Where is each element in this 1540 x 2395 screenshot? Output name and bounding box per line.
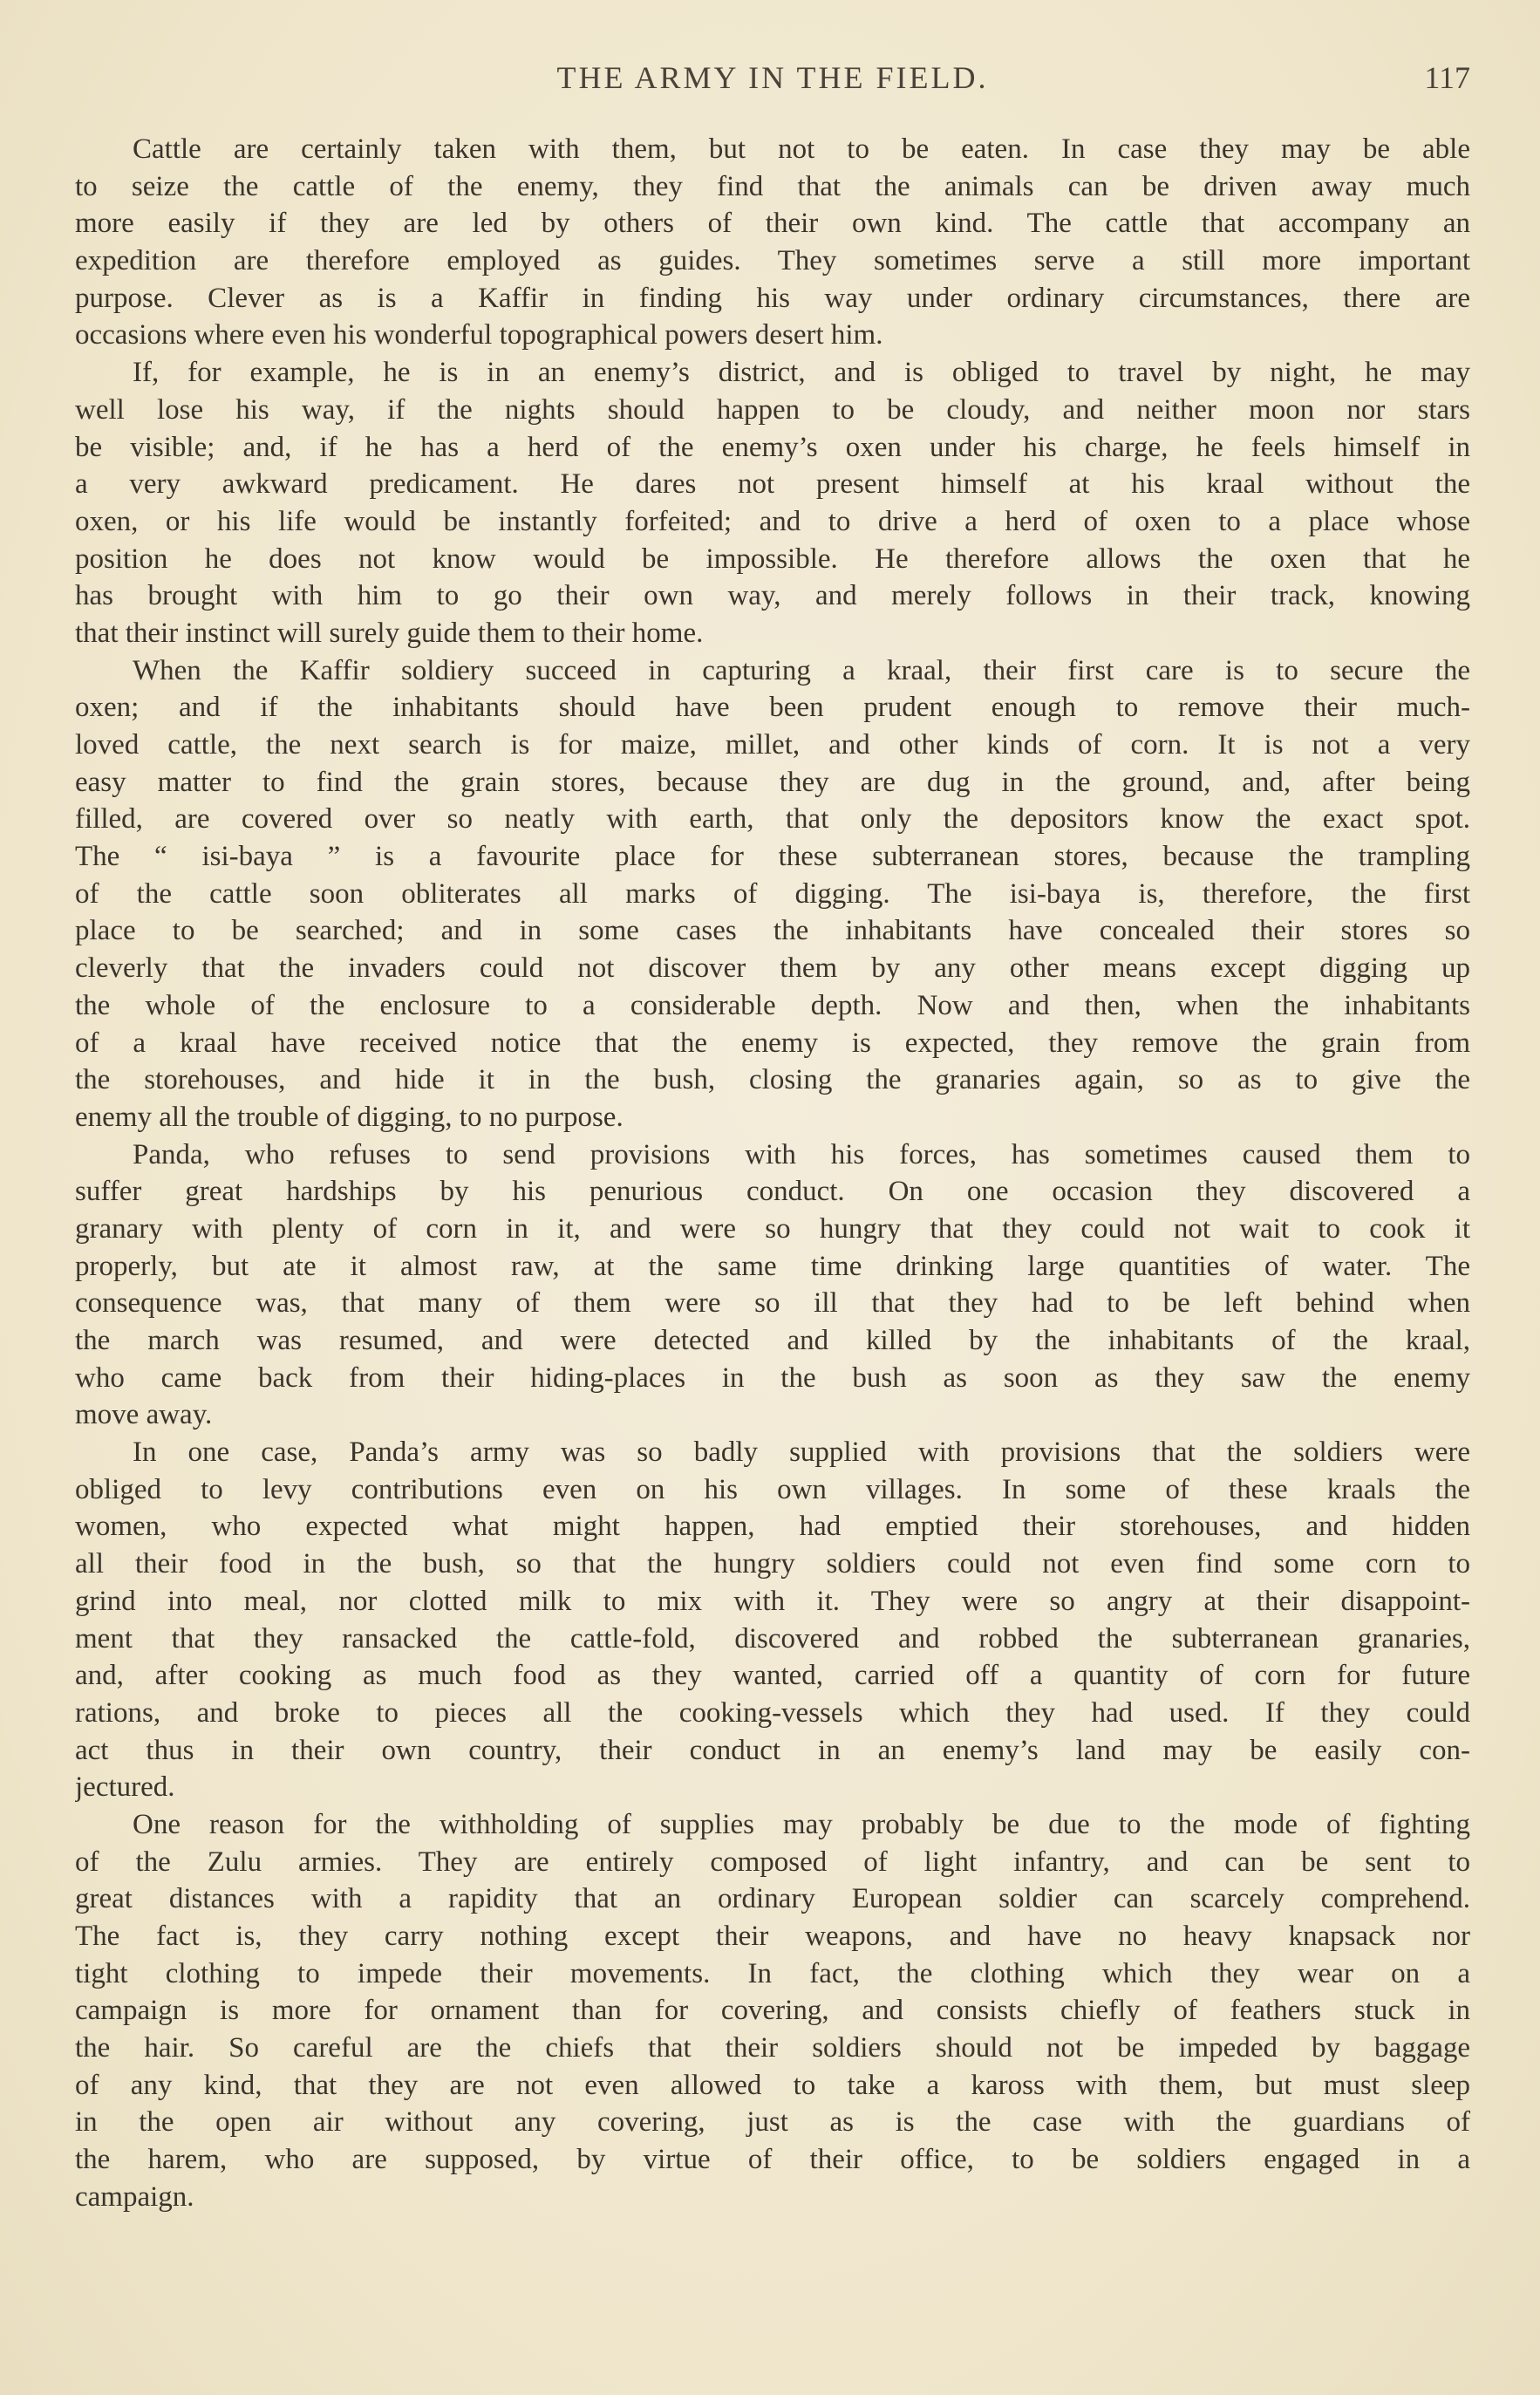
page-number: 117 [1424, 60, 1470, 95]
text-line: jectured. [75, 1771, 175, 1804]
text-line: oxen; and if the inhabitants should have been prudent enough to remove their much- [75, 692, 1470, 724]
text-line: grind into meal, nor clotted milk to mix with it. They were so angry at their disappoint- [75, 1585, 1470, 1617]
text-line: campaign. [75, 2180, 194, 2213]
text-line: Panda, who refuses to send provisions with his forces, has sometimes caused them to [133, 1138, 1470, 1170]
text-line: the hair. So careful are the chiefs that their soldiers should not be impeded by baggage [75, 2032, 1470, 2064]
text-line: women, who expected what might happen, had emptied their storehouses, and hidden [75, 1511, 1470, 1543]
text-line: that their instinct will surely guide them to their home. [75, 617, 704, 649]
text-line: the harem, who are supposed, by virtue of their office, to be soldiers engaged in a [75, 2144, 1470, 2176]
text-line: easy matter to find the grain stores, because they are dug in the ground, and, after being [75, 766, 1470, 798]
text-line: campaign is more for ornament than for covering, and consists chiefly of feathers stuck in [75, 1995, 1470, 2027]
text-line: position he does not know would be impossible. He therefore allows the oxen that he [75, 542, 1470, 575]
text-line: of the cattle soon obliterates all marks of digging. The isi-baya is, therefore, the first [75, 877, 1470, 910]
text-line: of the Zulu armies. They are entirely composed of light infantry, and can be sent to [75, 1846, 1470, 1878]
text-line: expedition are therefore employed as guides. They sometimes serve a still more important [75, 245, 1470, 277]
text-line: In one case, Panda’s army was so badly supplied with provisions that the soldiers were [133, 1436, 1470, 1469]
text-line: all their food in the bush, so that the hungry soldiers could not even find some corn to [75, 1548, 1470, 1580]
text-line: cleverly that the invaders could not discover them by any other means except digging up [75, 952, 1470, 985]
text-line: the storehouses, and hide it in the bush, closing the granaries again, so as to give the [75, 1064, 1470, 1096]
text-line: One reason for the withholding of supplies may probably be due to the mode of fighting [133, 1808, 1470, 1840]
text-line: loved cattle, the next search is for maize, millet, and other kinds of corn. It is not a very [75, 729, 1470, 761]
text-line: purpose. Clever as is a Kaffir in finding his way under ordinary circumstances, there are [75, 282, 1470, 314]
text-line: occasions where even his wonderful topographical powers desert him. [75, 319, 883, 351]
text-line: granary with plenty of corn in it, and were so hungry that they could not wait to cook it [75, 1212, 1470, 1245]
body-text [75, 131, 1470, 2216]
text-line: and, after cooking as much food as they wanted, carried off a quantity of corn for future [75, 1660, 1470, 1692]
running-title: THE ARMY IN THE FIELD. [556, 60, 989, 95]
text-line: The “ isi-baya ” is a favourite place for these subterranean stores, because the trampling [75, 841, 1470, 873]
text-line: the march was resumed, and were detected and killed by the inhabitants of the kraal, [75, 1325, 1470, 1356]
text-line: more easily if they are led by others of their own kind. The cattle that accompany an [75, 208, 1470, 240]
text-line: tight clothing to impede their movements. In fact, the clothing which they wear on a [75, 1957, 1470, 1989]
text-line: suffer great hardships by his penurious conduct. On one occasion they discovered a [75, 1176, 1470, 1208]
text-line: consequence was, that many of them were so ill that they had to be left behind when [75, 1287, 1470, 1320]
text-line: rations, and broke to pieces all the cooking-vessels which they had used. If they could [75, 1696, 1470, 1729]
text-line: who came back from their hiding-places in the bush as soon as they saw the enemy [75, 1361, 1470, 1394]
text-line: great distances with a rapidity that an ordinary European soldier can scarcely comprehend. [75, 1883, 1470, 1915]
running-head [75, 59, 1470, 112]
text-line: obliged to levy contributions even on his own villages. In some of these kraals the [75, 1473, 1470, 1505]
text-line: act thus in their own country, their conduct in an enemy’s land may be easily con- [75, 1734, 1470, 1766]
text-line: the whole of the enclosure to a considerable depth. Now and then, when the inhabitants [75, 989, 1470, 1021]
text-line: has brought with him to go their own way, and merely follows in their track, knowing [75, 580, 1470, 612]
text-line: be visible; and, if he has a herd of the enemy’s oxen under his charge, he feels himself in [75, 431, 1470, 463]
text-line: When the Kaffir soldiery succeed in capturing a kraal, their first care is to secure the [133, 654, 1470, 686]
text-line: of any kind, that they are not even allowed to take a kaross with them, but must sleep [75, 2069, 1470, 2101]
text-line: place to be searched; and in some cases the inhabitants have concealed their stores so [75, 915, 1470, 947]
text-line: in the open air without any covering, just as is the case with the guardians of [75, 2106, 1470, 2139]
text-line: a very awkward predicament. He dares not present himself at his kraal without the [75, 468, 1470, 501]
text-line: If, for example, he is in an enemy’s district, and is obliged to travel by night, he may [133, 357, 1470, 389]
text-line: of a kraal have received notice that the enemy is expected, they remove the grain from [75, 1027, 1470, 1059]
text-line: The fact is, they carry nothing except their weapons, and have no heavy knapsack nor [75, 1921, 1470, 1952]
text-line: move away. [75, 1399, 213, 1431]
text-line: filled, are covered over so neatly with earth, that only the depositors know the exact spot. [75, 803, 1470, 836]
text-line: enemy all the trouble of digging, to no purpose. [75, 1101, 623, 1133]
text-line: to seize the cattle of the enemy, they find that the animals can be driven away much [75, 170, 1470, 202]
text-line: ment that they ransacked the cattle-fold, discovered and robbed the subterranean granaries, [75, 1622, 1470, 1655]
text-line: Cattle are certainly taken with them, but not to be eaten. In case they may be able [133, 133, 1470, 165]
text-line: properly, but ate it almost raw, at the same time drinking large quantities of water. The [75, 1250, 1470, 1282]
text-line: well lose his way, if the nights should happen to be cloudy, and neither moon nor stars [75, 393, 1470, 426]
text-line: oxen, or his life would be instantly forfeited; and to drive a herd of oxen to a place whose [75, 505, 1470, 537]
